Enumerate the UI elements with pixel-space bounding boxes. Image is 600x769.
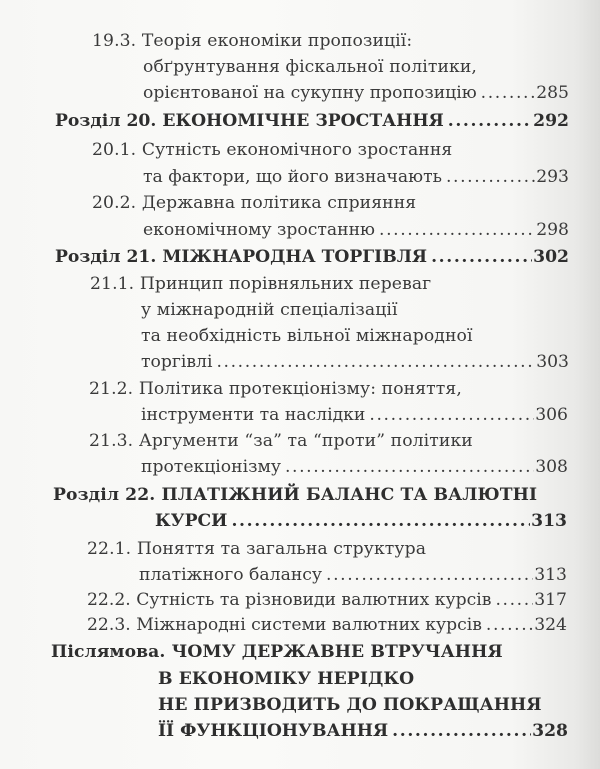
section-title-line: та фактори, що його визначають <box>143 167 442 187</box>
chapter-heading <box>55 246 427 268</box>
page-number: 317 <box>534 590 567 610</box>
leader-line <box>55 110 569 132</box>
page-number: 303 <box>536 352 569 372</box>
page-number: 306 <box>535 405 568 425</box>
page-number: 293 <box>536 167 569 187</box>
section-title-line: платіжного балансу <box>139 565 323 585</box>
section-title-line: Теорія економіки пропозиції: <box>141 31 413 51</box>
dot-leader <box>431 246 532 268</box>
section-number: 22.2. <box>87 590 131 610</box>
section-title-line: та необхідність вільної міжнародної <box>141 326 473 346</box>
section-title-line: інструменти та наслідки <box>141 405 366 425</box>
chapter-heading <box>55 110 444 132</box>
leader-line <box>141 456 568 478</box>
page-number: 298 <box>536 220 569 240</box>
section-number: 20.1. <box>92 140 137 160</box>
leader-line <box>143 219 569 241</box>
section-title-line: Поняття та загальна структура <box>136 539 427 559</box>
entry-first-line <box>87 538 426 560</box>
entry-first-line <box>87 589 491 611</box>
dot-leader <box>392 720 531 742</box>
leader-line <box>143 166 569 188</box>
dot-leader <box>231 510 530 532</box>
section-title-line: Сутність економічного зростання <box>141 140 453 160</box>
page-number: 292 <box>533 111 569 131</box>
chapter-title-line: ПЛАТІЖНИЙ БАЛАНС ТА ВАЛЮТНІ <box>161 485 538 505</box>
entry-first-line <box>51 641 503 663</box>
entry-first-line <box>89 430 473 452</box>
entry-first-line <box>90 273 431 295</box>
leader-line <box>55 246 569 268</box>
entry-first-line <box>92 139 452 161</box>
page-number: 324 <box>534 615 567 635</box>
leader-line <box>87 589 567 611</box>
dot-leader <box>446 166 535 188</box>
section-title-line: Сутність та різновиди валютних курсів <box>136 590 492 610</box>
section-number: 21.1. <box>90 274 135 294</box>
section-title-line: Міжнародні системи валютних курсів <box>136 615 482 635</box>
afterword-title-line: В ЕКОНОМІКУ НЕРІДКО <box>158 669 415 689</box>
afterword-label: Післямова. <box>51 642 166 662</box>
page-number: 302 <box>533 247 569 267</box>
dot-leader <box>285 456 534 478</box>
section-title-line: Політика протекціонізму: поняття, <box>138 379 462 399</box>
leader-line <box>158 720 568 742</box>
section-title-line: обґрунтування фіскальної політики, <box>143 57 477 77</box>
section-number: 19.3. <box>92 31 137 51</box>
chapter-title-line: КУРСИ <box>155 511 228 531</box>
page-number: 313 <box>531 511 567 531</box>
section-title-line: Аргументи “за” та “проти” політики <box>138 431 473 451</box>
dot-leader <box>216 351 535 373</box>
section-number: 21.3. <box>89 431 134 451</box>
dot-leader <box>486 614 533 636</box>
section-title-line: орієнтованої на сукупну пропозицію <box>143 83 477 103</box>
section-title-line: Принцип порівняльних переваг <box>139 274 432 294</box>
entry-first-line <box>53 484 537 506</box>
leader-line <box>141 351 569 373</box>
leader-line <box>141 404 568 426</box>
chapter-label: Розділ 21. <box>55 247 157 267</box>
afterword-title-line: ЧОМУ ДЕРЖАВНЕ ВТРУЧАННЯ <box>171 642 503 662</box>
section-title-line: економічному зростанню <box>143 220 376 240</box>
leader-line <box>155 510 567 532</box>
leader-line <box>87 614 567 636</box>
chapter-label: Розділ 20. <box>55 111 157 131</box>
section-title-line: Державна політика сприяння <box>141 193 417 213</box>
section-number: 22.3. <box>87 615 131 635</box>
chapter-title-line: МІЖНАРОДНА ТОРГІВЛЯ <box>162 247 428 267</box>
entry-first-line <box>87 614 482 636</box>
dot-leader <box>326 564 533 586</box>
section-number: 22.1. <box>87 539 132 559</box>
leader-line <box>143 82 569 104</box>
chapter-label: Розділ 22. <box>53 485 156 505</box>
section-number: 21.2. <box>89 379 134 399</box>
dot-leader <box>379 219 535 241</box>
leader-line <box>139 564 567 586</box>
dot-leader <box>448 110 532 132</box>
page-number: 328 <box>532 721 568 741</box>
dot-leader <box>495 589 533 611</box>
section-title-line: у міжнародній спеціалізації <box>141 300 398 320</box>
afterword-title-line: ЇЇ ФУНКЦІОНУВАННЯ <box>158 721 389 741</box>
section-number: 20.2. <box>92 193 137 213</box>
page-number: 308 <box>535 457 568 477</box>
entry-first-line <box>89 378 462 400</box>
dot-leader <box>481 82 536 104</box>
entry-first-line <box>92 30 412 52</box>
afterword-title-line: НЕ ПРИЗВОДИТЬ ДО ПОКРАЩАННЯ <box>158 695 542 715</box>
chapter-title-line: ЕКОНОМІЧНЕ ЗРОСТАННЯ <box>162 111 444 131</box>
dot-leader <box>369 404 534 426</box>
section-title-line: торгівлі <box>141 352 213 372</box>
entry-first-line <box>92 192 416 214</box>
page-number: 313 <box>534 565 567 585</box>
page-number: 285 <box>536 83 569 103</box>
section-title-line: протекціонізму <box>141 457 281 477</box>
